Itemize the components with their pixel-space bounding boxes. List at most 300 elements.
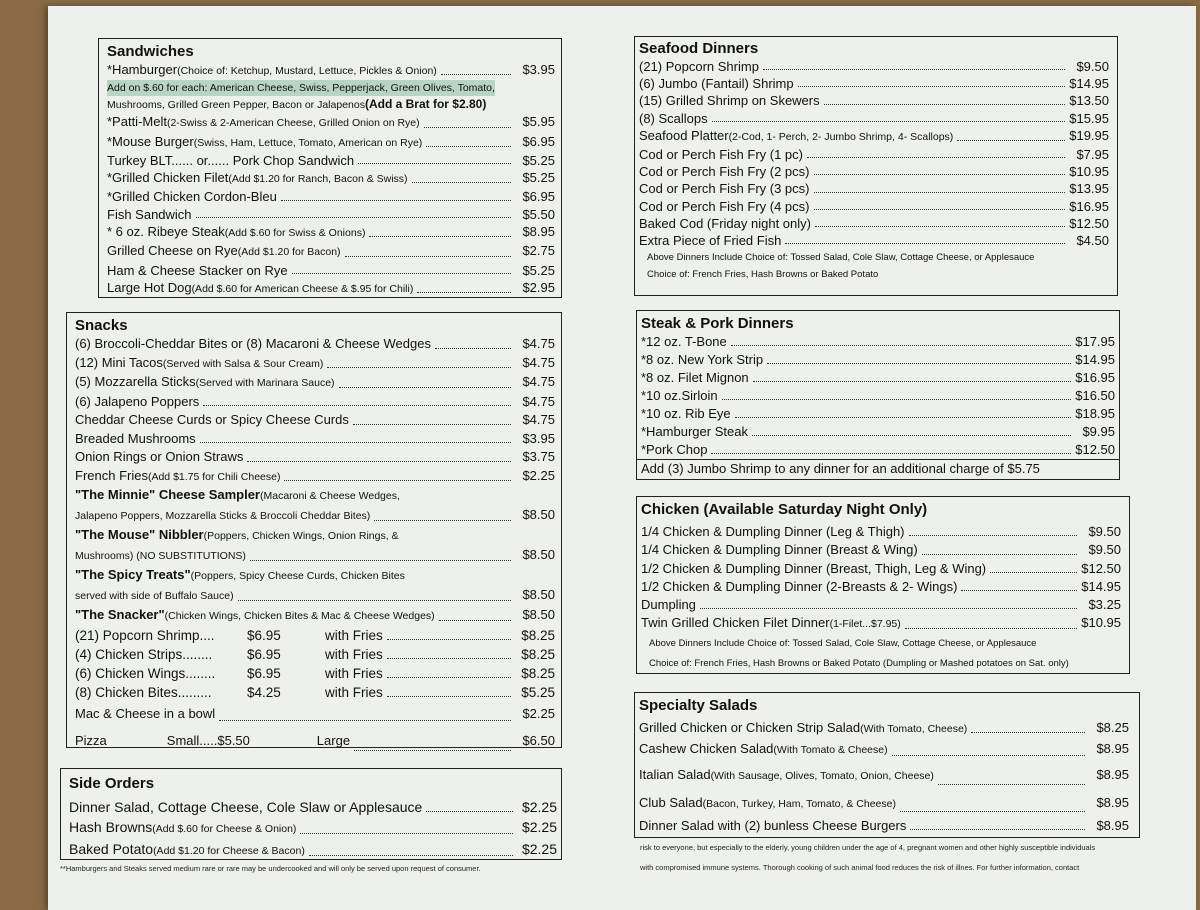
- leader-dots: [990, 571, 1077, 573]
- seafood-dinners-section: [634, 36, 1118, 296]
- item-name: Hash Browns: [69, 819, 153, 835]
- sampler-line: [75, 545, 555, 566]
- item-price: $17.95: [1075, 334, 1115, 349]
- item-price: $8.50: [522, 547, 555, 562]
- item-name: (6) Broccoli-Cheddar Bites or (8) Macaroni & Cheese Wedges: [75, 336, 431, 351]
- menu-item-row: [641, 614, 1121, 633]
- leader-dots: [807, 156, 1065, 158]
- item-price: $8.25: [521, 627, 555, 643]
- item-note: (Add $1.20 for Bacon): [237, 246, 341, 259]
- item-name: (21) Popcorn Shrimp....: [75, 627, 215, 643]
- pizza-row: [75, 726, 555, 756]
- leader-dots: [753, 380, 1071, 382]
- item-note: (2-Cod, 1- Perch, 2- Jumbo Shrimp, 4- Scallops): [728, 130, 954, 143]
- section-note: Choice of: French Fries, Hash Browns or Baked Potato: [647, 269, 879, 281]
- item-name: (8) Chicken Bites.........: [75, 684, 212, 700]
- sampler-line: [75, 486, 555, 505]
- menu-item-row: [641, 369, 1115, 387]
- item-note: (Served with Salsa & Sour Cream): [162, 357, 324, 370]
- pizza-large: Large: [316, 732, 351, 748]
- item-price: $4.75: [522, 412, 555, 427]
- item-name: *Patti-Melt: [107, 114, 167, 130]
- leader-dots: [309, 854, 513, 856]
- item-price: $12.50: [1069, 215, 1109, 231]
- item-name: Baked Potato: [69, 841, 154, 857]
- item-name: *Grilled Chicken Filet: [107, 170, 229, 186]
- item-name: 1/4 Chicken & Dumpling Dinner (Breast & Wing): [641, 542, 918, 558]
- menu-item-row: [641, 578, 1121, 596]
- item-note: (Add $.60 for Swiss & Onions): [224, 227, 366, 240]
- item-note: (Add $1.75 for Chili Cheese): [147, 470, 281, 483]
- menu-item-row: [641, 523, 1121, 541]
- leader-dots: [731, 344, 1071, 346]
- leader-dots: [700, 607, 1077, 609]
- item-name: Large Hot Dog: [107, 279, 192, 295]
- item-name: 1/2 Chicken & Dumpling Dinner (Breast, Thigh, Leg & Wing): [641, 560, 987, 576]
- menu-item-row: [639, 738, 1129, 761]
- item-name: *10 oz.Sirloin: [641, 388, 718, 403]
- menu-item-row: [75, 702, 555, 726]
- section-note: Above Dinners Include Choice of: Tossed Salad, Cole Slaw, Cottage Cheese, or Applesauce: [649, 637, 1037, 649]
- item-name: Cod or Perch Fish Fry (1 pc): [639, 147, 803, 163]
- item-price: $14.95: [1069, 76, 1109, 92]
- item-price: $2.25: [522, 467, 555, 483]
- footnote-left: **Hamburgers and Steaks served medium rare or rare may be undercooked and will only be served upon request of consumer.: [60, 864, 481, 873]
- item-price: $3.95: [522, 62, 555, 77]
- item-price: $4.75: [522, 393, 555, 409]
- specialty-salads-section: [634, 692, 1140, 838]
- item-price: $9.95: [1082, 424, 1115, 439]
- leader-dots: [250, 559, 511, 561]
- item-price: $13.95: [1069, 181, 1109, 197]
- item-note: (With Tomato & Cheese): [773, 744, 888, 756]
- item-note: (Add $1.20 for Cheese & Bacon): [153, 845, 305, 857]
- menu-item-row: [641, 560, 1121, 578]
- menu-item-row: [107, 242, 555, 261]
- item-price: $2.75: [522, 243, 555, 259]
- item-name: Grilled Cheese on Rye: [107, 243, 238, 259]
- item-name: 1/2 Chicken & Dumpling Dinner (2-Breasts & 2- Wings): [641, 578, 958, 594]
- sampler-line: [75, 526, 555, 545]
- menu-item-row: [641, 423, 1115, 441]
- leader-dots: [722, 398, 1071, 400]
- item-note: (Chicken Wings, Chicken Bites & Mac & Cheese Wedges): [164, 610, 435, 622]
- item-price: $8.95: [1096, 741, 1129, 756]
- combo-row: [75, 664, 555, 683]
- item-price: $2.25: [522, 705, 555, 721]
- item-price: $4.75: [522, 336, 555, 351]
- leader-dots: [417, 291, 511, 293]
- item-price: $3.95: [522, 430, 555, 446]
- leader-dots: [938, 783, 1085, 785]
- leader-dots: [767, 362, 1071, 364]
- item-name: Baked Cod (Friday night only): [639, 215, 811, 231]
- menu-item-row: [75, 373, 555, 393]
- sampler-item: [75, 486, 555, 526]
- with-fries-label: with Fries: [325, 684, 383, 700]
- leader-dots: [435, 347, 511, 349]
- item-name: *Hamburger Steak: [641, 424, 748, 439]
- item-name: *8 oz. New York Strip: [641, 352, 764, 367]
- with-fries-label: with Fries: [325, 646, 383, 662]
- menu-item-row: [75, 335, 555, 354]
- leader-dots: [374, 519, 511, 521]
- leader-dots: [824, 103, 1065, 105]
- menu-item-row: [641, 333, 1115, 351]
- item-name: 1/4 Chicken & Dumpling Dinner (Leg & Thigh): [641, 524, 905, 539]
- item-note: (Choice of: Ketchup, Mustard, Lettuce, Pickles & Onion): [177, 65, 437, 77]
- item-price: $14.95: [1081, 578, 1121, 594]
- footnote-right-1: risk to everyone, but especially to the elderly, young children under the age of 4, pregnant women and other highly susceptible individuals: [640, 843, 1096, 852]
- leader-dots: [735, 416, 1071, 418]
- item-price: $8.25: [1096, 720, 1129, 735]
- item-price-alone: $6.95: [247, 646, 281, 662]
- menu-item-row: [107, 152, 555, 169]
- item-note: (1-Filet...$7.95): [829, 618, 901, 631]
- section-title: Specialty Salads: [639, 697, 758, 714]
- steak-pork-section: [636, 310, 1120, 480]
- menu-item-row: [639, 75, 1109, 92]
- item-note: (With Sausage, Olives, Tomato, Onion, Cheese): [710, 770, 934, 782]
- menu-item-row: [75, 354, 555, 374]
- item-note: (Add $1.20 for Ranch, Bacon & Swiss): [228, 173, 408, 186]
- combo-row: [75, 683, 555, 702]
- combo-row: [75, 645, 555, 664]
- item-name: (6) Jumbo (Fantail) Shrimp: [639, 76, 794, 92]
- item-name: Fish Sandwich: [107, 206, 192, 222]
- menu-item-row: [639, 198, 1109, 215]
- leader-dots: [358, 162, 511, 164]
- section-title: Snacks: [75, 317, 128, 334]
- menu-item-row: [69, 817, 557, 839]
- leader-dots: [814, 208, 1066, 210]
- menu-item-row: [69, 839, 557, 861]
- with-fries-label: with Fries: [325, 665, 383, 681]
- menu-item-row: [639, 719, 1129, 738]
- menu-item-row: [639, 92, 1109, 109]
- menu-item-row: [639, 58, 1109, 75]
- section-title: Side Orders: [69, 775, 155, 792]
- item-name: Dumpling: [641, 597, 696, 613]
- section-title: Steak & Pork Dinners: [641, 315, 794, 332]
- item-name: (4) Chicken Strips........: [75, 646, 213, 662]
- item-note: (Add $.60 for Cheese & Onion): [152, 823, 297, 835]
- section-note: Above Dinners Include Choice of: Tossed Salad, Cole Slaw, Cottage Cheese, or Applesauce: [647, 252, 1035, 264]
- leader-dots: [712, 120, 1065, 122]
- item-price: $8.95: [1096, 767, 1129, 782]
- item-name: Cheddar Cheese Curds or Spicy Cheese Curds: [75, 412, 349, 427]
- menu-item-row: [75, 606, 555, 626]
- item-price: $7.95: [1076, 147, 1109, 163]
- leader-dots: [353, 423, 511, 425]
- leader-dots: [387, 695, 511, 697]
- item-name: Extra Piece of Fried Fish: [639, 233, 782, 249]
- item-price: $13.50: [1069, 93, 1109, 109]
- leader-dots: [284, 479, 511, 481]
- item-note: (2-Swiss & 2-American Cheese, Grilled Onion on Rye): [166, 117, 420, 130]
- leader-dots: [763, 68, 1065, 70]
- item-price: $5.95: [522, 114, 555, 130]
- item-price: $8.50: [522, 507, 555, 522]
- leader-dots: [219, 719, 511, 721]
- leader-dots: [798, 85, 1065, 87]
- item-price: $4.75: [522, 354, 555, 370]
- item-name: *10 oz. Rib Eye: [641, 406, 731, 421]
- menu-item-row: [75, 467, 555, 487]
- item-name: (5) Mozzarella Sticks: [75, 374, 196, 389]
- menu-item-row: [107, 113, 555, 132]
- item-note: (Poppers, Chicken Wings, Onion Rings, &: [203, 530, 399, 542]
- menu-item-row: [75, 448, 555, 467]
- item-name: "The Mouse" Nibbler: [75, 527, 204, 542]
- menu-item-row: [639, 761, 1129, 790]
- item-name: Pizza: [75, 732, 107, 748]
- item-price: $15.95: [1069, 110, 1109, 126]
- menu-item-row: [107, 169, 555, 188]
- sandwiches-section: [98, 38, 562, 298]
- item-name: (12) Mini Tacos: [75, 354, 163, 370]
- item-name: "The Minnie" Cheese Sampler: [75, 487, 260, 502]
- leader-dots: [281, 199, 511, 201]
- item-price: $18.95: [1075, 406, 1115, 421]
- menu-item-row: [107, 80, 555, 96]
- menu-item-row: [639, 127, 1109, 146]
- menu-item-row: [69, 797, 557, 817]
- item-price: $5.25: [521, 684, 555, 700]
- menu-item-row: [107, 262, 555, 279]
- leader-dots: [814, 191, 1066, 193]
- footnote-right-2: with compromised immune systems. Thorough cooking of such animal food reduces the risk of illnes. For further information, contact: [640, 863, 1080, 872]
- item-name: Cashew Chicken Salad: [639, 741, 774, 756]
- item-price: $16.50: [1075, 388, 1115, 403]
- leader-dots: [327, 366, 511, 368]
- item-price: $8.95: [522, 224, 555, 240]
- leader-dots: [441, 73, 511, 75]
- item-price: $10.95: [1069, 164, 1109, 180]
- item-price-alone: $6.95: [247, 665, 281, 681]
- item-note: (Poppers, Spicy Cheese Curds, Chicken Bites: [190, 570, 405, 582]
- section-title: Chicken (Available Saturday Night Only): [641, 501, 928, 518]
- chicken-section: [636, 496, 1130, 674]
- snacks-section: [66, 312, 562, 748]
- side-orders-section: [60, 768, 562, 860]
- section-title: Seafood Dinners: [639, 40, 759, 57]
- item-name: Onion Rings or Onion Straws: [75, 449, 244, 464]
- item-name: (8) Scallops: [639, 110, 708, 126]
- item-name: * 6 oz. Ribeye Steak: [107, 224, 225, 240]
- item-price: $5.50: [522, 206, 555, 222]
- item-name: Mac & Cheese in a bowl: [75, 705, 216, 721]
- item-price: $14.95: [1075, 352, 1115, 367]
- leader-dots: [892, 754, 1085, 756]
- sampler-line: [75, 585, 555, 606]
- pizza-small: Small.....$5.50: [166, 732, 250, 748]
- item-price: $6.95: [522, 133, 555, 149]
- item-name: Turkey BLT...... or...... Pork Chop Sandwich: [107, 152, 355, 168]
- menu-item-row: [107, 133, 555, 152]
- item-name: *Grilled Chicken Cordon-Bleu: [107, 189, 277, 205]
- menu-item-row: [639, 232, 1109, 249]
- leader-dots: [339, 386, 511, 388]
- menu-item-row: [641, 596, 1121, 614]
- item-name: *12 oz. T-Bone: [641, 334, 727, 349]
- item-price: $9.50: [1076, 59, 1109, 74]
- item-note: (Add $.60 for American Cheese & $.95 for Chili): [191, 282, 414, 295]
- leader-dots: [424, 126, 511, 128]
- item-price: $2.95: [522, 279, 555, 295]
- item-price: $8.25: [521, 665, 555, 681]
- item-note: Add on $.60 for each: American Cheese, Swiss, Pepperjack, Green Olives, Tomato,: [107, 82, 495, 95]
- item-note: (With Tomato, Cheese): [860, 723, 968, 735]
- item-price: $19.95: [1069, 127, 1109, 143]
- item-name: Dinner Salad with (2) bunless Cheese Burgers: [639, 818, 907, 833]
- item-price: $9.50: [1088, 542, 1121, 558]
- menu-item-row: [107, 188, 555, 205]
- item-name: Grilled Chicken or Chicken Strip Salad: [639, 720, 861, 735]
- item-note: served with side of Buffalo Sauce): [75, 590, 234, 602]
- item-price: $8.95: [1096, 795, 1129, 810]
- leader-dots: [815, 225, 1065, 227]
- item-name: Cod or Perch Fish Fry (4 pcs): [639, 198, 810, 214]
- leader-dots: [909, 534, 1077, 536]
- menu-item-row: [641, 387, 1115, 405]
- sampler-item: [75, 566, 555, 606]
- menu-item-row: [639, 790, 1129, 817]
- menu-item-row: [639, 163, 1109, 180]
- leader-dots: [369, 235, 511, 237]
- menu-item-row: [107, 61, 555, 80]
- item-price: $12.50: [1081, 560, 1121, 576]
- item-name: Cod or Perch Fish Fry (3 pcs): [639, 181, 810, 197]
- item-note: (Swiss, Ham, Lettuce, Tomato, American on Rye): [193, 136, 423, 149]
- combo-row: [75, 626, 555, 645]
- sampler-item: [75, 526, 555, 566]
- item-price-alone: $4.25: [247, 684, 281, 700]
- leader-dots: [910, 828, 1085, 830]
- leader-dots: [238, 599, 511, 601]
- leader-dots: [387, 676, 511, 678]
- menu-item-row: [107, 223, 555, 242]
- item-price: $9.50: [1088, 524, 1121, 539]
- item-note: (Macaroni & Cheese Wedges,: [260, 490, 400, 502]
- menu-item-row: [639, 110, 1109, 127]
- item-price-alone: $6.95: [247, 627, 281, 643]
- leader-dots: [200, 441, 511, 443]
- item-name: (15) Grilled Shrimp on Skewers: [639, 93, 820, 109]
- item-name: "The Snacker": [75, 607, 165, 622]
- menu-item-row: [641, 351, 1115, 369]
- leader-dots: [354, 749, 511, 751]
- item-price: $2.25: [521, 799, 557, 815]
- leader-dots: [922, 553, 1077, 555]
- item-price: $10.95: [1081, 615, 1121, 631]
- item-name: Ham & Cheese Stacker on Rye: [107, 262, 288, 278]
- item-name: *8 oz. Filet Mignon: [641, 370, 749, 385]
- item-name: Breaded Mushrooms: [75, 430, 196, 446]
- menu-item-row: [639, 180, 1109, 197]
- menu-item-row: [641, 441, 1115, 459]
- item-price: $3.25: [1088, 597, 1121, 613]
- menu-item-row: [639, 146, 1109, 163]
- item-price: $2.25: [521, 841, 557, 857]
- item-note: Mushrooms) (NO SUBSTITUTIONS): [75, 550, 246, 562]
- leader-dots: [292, 272, 511, 274]
- item-note: (Served with Marinara Sauce): [195, 377, 335, 389]
- leader-dots: [387, 638, 511, 640]
- item-name: Cod or Perch Fish Fry (2 pcs): [639, 164, 810, 180]
- item-price: $8.50: [522, 607, 555, 622]
- section-title: Sandwiches: [107, 43, 194, 60]
- item-name: *Pork Chop: [641, 442, 708, 457]
- leader-dots: [426, 145, 511, 147]
- menu-item-row: [75, 393, 555, 412]
- item-note: Jalapeno Poppers, Mozzarella Sticks & Broccoli Cheddar Bites): [75, 510, 371, 522]
- leader-dots: [711, 452, 1071, 454]
- leader-dots: [196, 216, 511, 218]
- item-price: $4.75: [522, 374, 555, 389]
- menu-item-row: [641, 541, 1121, 559]
- item-price: $8.50: [522, 587, 555, 602]
- leader-dots: [426, 810, 513, 812]
- menu-item-row: [639, 215, 1109, 232]
- item-price: $4.50: [1076, 233, 1109, 249]
- item-price: $12.50: [1075, 442, 1115, 457]
- menu-item-row: [107, 96, 555, 113]
- item-name: (6) Chicken Wings........: [75, 665, 216, 681]
- menu-item-row: [639, 817, 1129, 835]
- leader-dots: [439, 619, 511, 621]
- leader-dots: [961, 589, 1077, 591]
- item-name: French Fries: [75, 467, 148, 483]
- item-name: "The Spicy Treats": [75, 567, 191, 582]
- leader-dots: [345, 255, 511, 257]
- item-price: $16.95: [1075, 370, 1115, 385]
- sampler-line: [75, 505, 555, 526]
- menu-item-row: [107, 206, 555, 223]
- leader-dots: [247, 460, 511, 462]
- item-name: Dinner Salad, Cottage Cheese, Cole Slaw or Applesauce: [69, 799, 423, 815]
- menu-item-row: [75, 430, 555, 449]
- leader-dots: [971, 731, 1085, 733]
- item-note: (Bacon, Turkey, Ham, Tomato, & Cheese): [702, 798, 896, 810]
- item-price: $6.95: [522, 189, 555, 205]
- leader-dots: [387, 657, 511, 659]
- leader-dots: [785, 242, 1065, 244]
- item-price: $6.50: [522, 732, 555, 748]
- item-price: $8.25: [521, 646, 555, 662]
- item-price: $3.75: [522, 449, 555, 464]
- item-name: *Mouse Burger: [107, 133, 194, 149]
- item-price: $8.95: [1096, 818, 1129, 833]
- item-name: Twin Grilled Chicken Filet Dinner: [641, 615, 830, 631]
- item-name: (21) Popcorn Shrimp: [639, 59, 759, 74]
- item-name: Italian Salad: [639, 767, 711, 782]
- leader-dots: [300, 832, 513, 834]
- item-name: Club Salad: [639, 795, 703, 810]
- menu-item-row: [641, 405, 1115, 423]
- leader-dots: [814, 173, 1066, 175]
- item-name: *Hamburger: [107, 62, 178, 77]
- menu-item-row: [107, 279, 555, 298]
- leader-dots: [900, 810, 1085, 812]
- item-price: $5.25: [522, 262, 555, 278]
- item-note-strong: (Add a Brat for $2.80): [364, 97, 487, 112]
- item-name: Seafood Platter: [639, 127, 729, 143]
- item-name: (6) Jalapeno Poppers: [75, 393, 200, 409]
- item-price: $16.95: [1069, 198, 1109, 214]
- item-price: $5.25: [522, 152, 555, 168]
- item-price: $5.25: [522, 170, 555, 186]
